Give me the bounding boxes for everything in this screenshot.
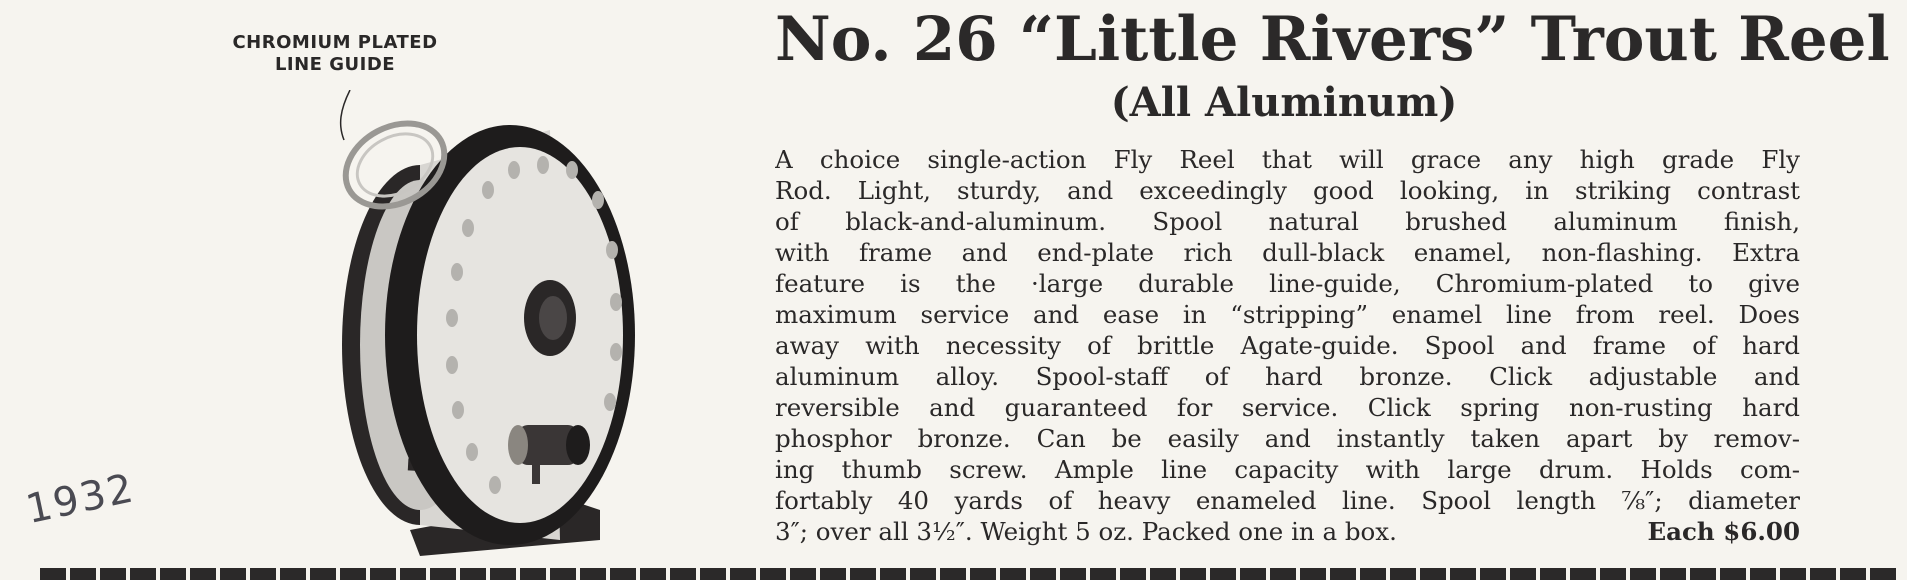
description-line: ing thumb screw. Ample line capacity with large drum. Holds com-: [775, 455, 1800, 484]
description-line: fortably 40 yards of heavy enameled line. Spool length ⅞″; diameter: [775, 486, 1800, 515]
product-description: [775, 144, 1800, 547]
description-line: with frame and end-plate rich dull-black enamel, non-flashing. Extra: [775, 238, 1800, 267]
description-final-text: 3″; over all 3½″. Weight 5 oz. Packed one in a box.: [775, 517, 1397, 546]
product-subtitle: (All Aluminum): [1110, 79, 1458, 126]
caption-pointer: [341, 90, 350, 140]
description-line: of black-and-aluminum. Spool natural brushed aluminum finish,: [775, 207, 1800, 236]
handwritten-year: 1932: [22, 465, 139, 533]
description-line: phosphor bronze. Can be easily and instantly taken apart by remov-: [775, 424, 1800, 453]
description-last-line: [775, 516, 1800, 547]
description-line: Rod. Light, sturdy, and exceedingly good looking, in striking contrast: [775, 176, 1800, 205]
caption-line-2: LINE GUIDE: [274, 54, 396, 75]
description-line: A choice single-action Fly Reel that will grace any high grade Fly: [775, 145, 1800, 174]
reel-illustration: [300, 90, 700, 560]
description-line: aluminum alloy. Spool-staff of hard bronze. Click adjustable and: [775, 362, 1800, 391]
description-line: reversible and guaranteed for service. Click spring non-rusting hard: [775, 393, 1800, 422]
caption-line-1: CHROMIUM PLATED: [232, 32, 438, 53]
description-line: feature is the ·large durable line-guide, Chromium-plated to give: [775, 269, 1800, 298]
reel-end-plate: [417, 147, 623, 523]
description-line: maximum service and ease in “stripping” enamel line from reel. Does: [775, 300, 1800, 329]
product-title: No. 26 “Little Rivers” Trout Reel: [775, 4, 1890, 75]
product-price: Each $6.00: [1647, 517, 1800, 546]
description-line: away with necessity of brittle Agate-guide. Spool and frame of hard: [775, 331, 1800, 360]
image-caption: [200, 32, 470, 76]
bottom-dashed-rule: [40, 568, 1900, 580]
